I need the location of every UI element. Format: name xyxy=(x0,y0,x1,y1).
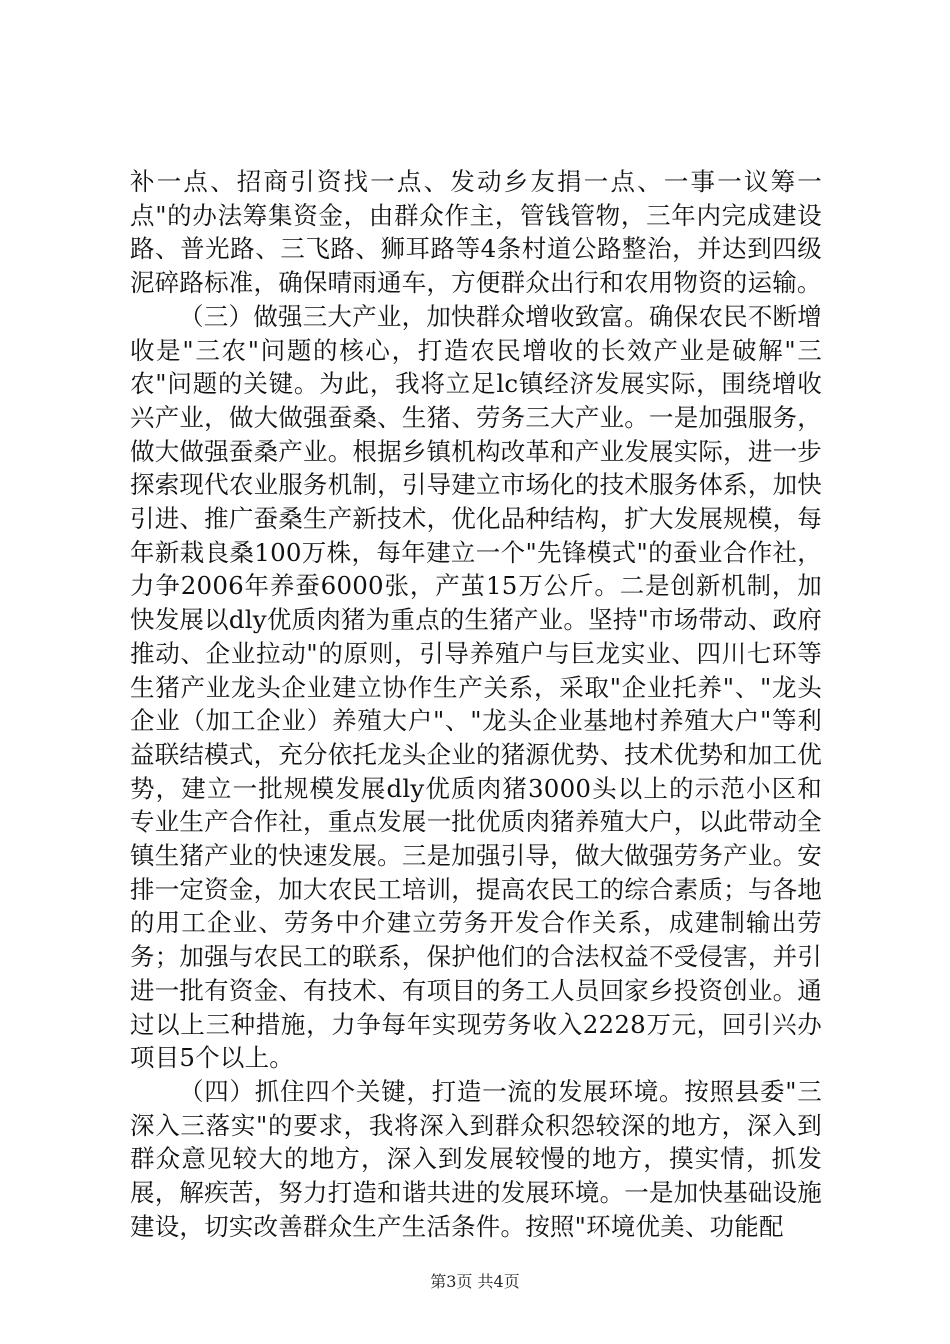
paragraph-continued-road-funding: 补一点、招商引资找一点、发动乡友捐一点、一事一议筹一点"的办法筹集资金，由群众作主，管钱管物，三年内完成建设路、普光路、三飞路、狮耳路等4条村道公路整治，并达到四级泥碎路标准，确保晴雨通车，方便群众出行和农用物资的运输。 xyxy=(130,167,822,298)
document-body xyxy=(130,165,822,1244)
page-footer: 第3页 共4页 xyxy=(430,1272,520,1291)
paragraph-three-industries: （三）做强三大产业，加快群众增收致富。确保农民不断增收是"三农"问题的核心，打造农民增收的长效产业是破解"三农"问题的关键。为此，我将立足lc镇经济发展实际，围绕增收兴产业，做大做强蚕桑、生猪、劳务三大产业。一是加强服务，做大做强蚕桑产业。根据乡镇机构改革和产业发展实际，进一步探索现代农业服务机制，引导建立市场化的技术服务体系，加快引进、推广蚕桑生产新技术，优化品种结构，扩大发展规模，每年新栽良桑100万株，每年建立一个"先锋模式"的蚕业合作社，力争2006年养蚕6000张，产茧15万公斤。二是创新机制，加快发展以dly优质肉猪为重点的生猪产业。坚持"市场带动、政府推动、企业拉动"的原则，引导养殖户与巨龙实业、四川七环等生猪产业龙头企业建立协作生产关系，采取"企业托养"、"龙头企业（加工企业）养殖大户"、"龙头企业基地村养殖大户"等利益联结模式，充分依托龙头企业的猪源优势、技术优势和加工优势，建立一批规模发展dly优质肉猪3000头以上的示范小区和专业生产合作社，重点发展一批优质肉猪养殖大户，以此带动全镇生猪产业的快速发展。三是加强引导，做大做强劳务产业。安排一定资金，加大农民工培训，提高农民工的综合素质；与各地的用工企业、劳务中介建立劳务开发合作关系，成建制输出劳务；加强与农民工的联系，保护他们的合法权益不受侵害，并引进一批有资金、有技术、有项目的务工人员回家乡投资创业。通过以上三种措施，力争每年实现劳务收入2228万元，回引兴办项目5个以上。 xyxy=(130,301,822,1073)
paragraph-four-keys: （四）抓住四个关键，打造一流的发展环境。按照县委"三深入三落实"的要求，我将深入到群众积怨较深的地方，深入到群众意见较大的地方，深入到发展较慢的地方，摸实情，抓发展，解疾苦，努力打造和谐共进的发展环境。一是加快基础设施建设，切实改善群众生产生活条件。按照"环境优美、功能配 xyxy=(130,1076,822,1241)
